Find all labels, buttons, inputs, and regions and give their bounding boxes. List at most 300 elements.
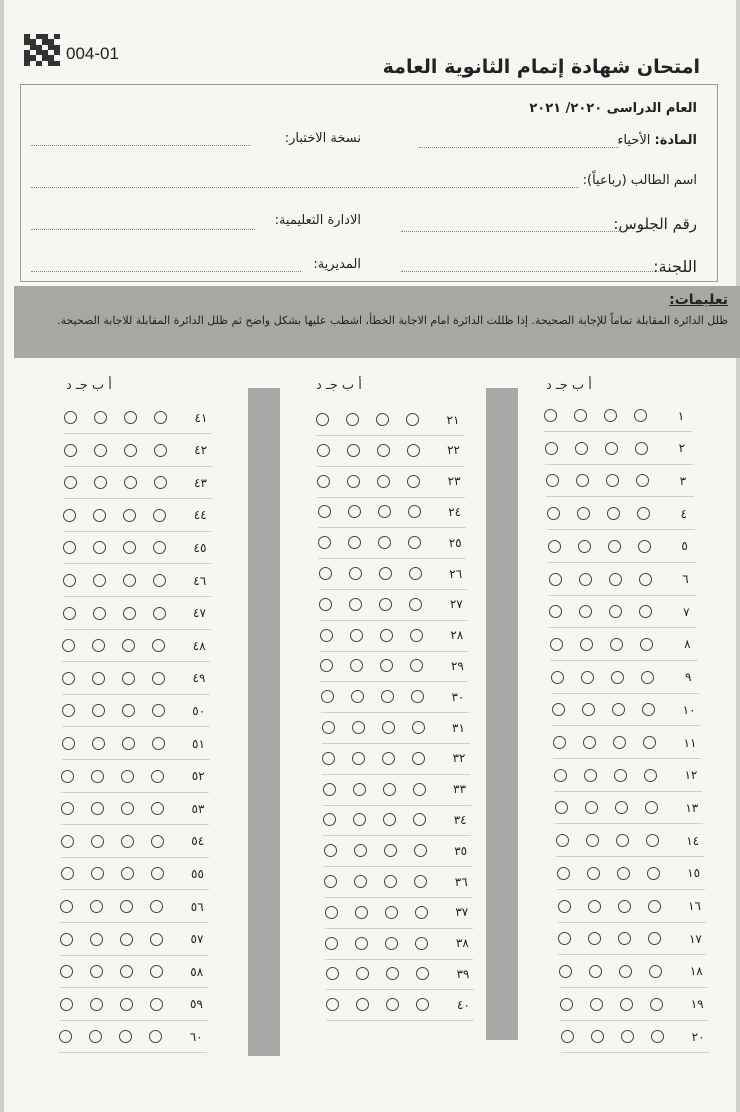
barcode-icon <box>24 34 60 66</box>
bubble-a[interactable] <box>325 906 338 919</box>
bubble-d[interactable] <box>641 671 654 684</box>
bubble-d[interactable] <box>150 998 163 1011</box>
bubble-a[interactable] <box>62 672 75 685</box>
bubble-d[interactable] <box>413 813 426 826</box>
bubble-c[interactable] <box>377 444 390 457</box>
bubble-b[interactable] <box>346 413 359 426</box>
answer-row <box>321 681 469 713</box>
question-number: ٢٩ <box>450 658 464 673</box>
bubble-b[interactable] <box>583 736 596 749</box>
bubble-d[interactable] <box>149 1030 162 1043</box>
answer-row <box>63 598 211 630</box>
bubble-b[interactable] <box>94 411 107 424</box>
bubble-c[interactable] <box>621 1030 634 1043</box>
bubble-d[interactable] <box>409 567 422 580</box>
answer-row <box>63 500 211 532</box>
bubble-b[interactable] <box>588 900 601 913</box>
bubble-c[interactable] <box>382 752 395 765</box>
answer-row <box>60 956 208 988</box>
bubble-c[interactable] <box>379 567 392 580</box>
bubble-c[interactable] <box>619 965 632 978</box>
question-number: ٢٤ <box>448 504 462 519</box>
bubble-d[interactable] <box>416 998 429 1011</box>
question-number: ٤١ <box>194 410 208 425</box>
bubble-d[interactable] <box>150 933 163 946</box>
bubble-b[interactable] <box>353 783 366 796</box>
bubble-c[interactable] <box>615 801 628 814</box>
question-number: ١٢ <box>684 768 698 783</box>
bubble-a[interactable] <box>544 409 557 422</box>
bubble-d[interactable] <box>406 413 419 426</box>
bubble-d[interactable] <box>408 536 421 549</box>
bubble-d[interactable] <box>635 442 648 455</box>
bubble-a[interactable] <box>63 607 76 620</box>
question-number: ٣٢ <box>452 751 466 766</box>
bubble-b[interactable] <box>354 844 367 857</box>
answer-row <box>547 498 695 530</box>
bubble-b[interactable] <box>354 875 367 888</box>
bubble-c[interactable] <box>124 444 137 457</box>
subject-field[interactable]: المادة: الأحياء <box>617 133 697 148</box>
form-code: 004-01 <box>66 44 119 63</box>
bubble-c[interactable] <box>380 629 393 642</box>
bubble-d[interactable] <box>151 802 164 815</box>
bubble-c[interactable] <box>119 1030 132 1043</box>
bubble-a[interactable] <box>323 813 336 826</box>
bubble-c[interactable] <box>386 998 399 1011</box>
bubble-b[interactable] <box>92 672 105 685</box>
committee-label: اللجنة: <box>653 257 697 276</box>
bubble-b[interactable] <box>349 567 362 580</box>
bubble-a[interactable] <box>60 900 73 913</box>
bubble-b[interactable] <box>587 867 600 880</box>
instructions-panel <box>14 286 740 358</box>
answer-row <box>549 564 697 596</box>
bubble-a[interactable] <box>62 704 75 717</box>
answer-row <box>551 662 699 694</box>
answer-row <box>62 630 210 662</box>
bubble-d[interactable] <box>637 507 650 520</box>
bubble-a[interactable] <box>61 867 74 880</box>
bubble-c[interactable] <box>378 536 391 549</box>
bubble-c[interactable] <box>606 474 619 487</box>
answer-row <box>559 956 707 988</box>
bubble-b[interactable] <box>576 474 589 487</box>
bubble-a[interactable] <box>321 690 334 703</box>
bubble-a[interactable] <box>561 1030 574 1043</box>
bubble-a[interactable] <box>60 965 73 978</box>
bubble-a[interactable] <box>63 574 76 587</box>
bubble-d[interactable] <box>152 737 165 750</box>
admin-line[interactable] <box>31 229 255 230</box>
bubble-c[interactable] <box>610 638 623 651</box>
bubble-a[interactable] <box>556 834 569 847</box>
bubble-b[interactable] <box>579 605 592 618</box>
bubble-d[interactable] <box>640 638 653 651</box>
bubble-b[interactable] <box>91 867 104 880</box>
bubble-a[interactable] <box>61 835 74 848</box>
bubble-c[interactable] <box>383 813 396 826</box>
bubble-d[interactable] <box>646 834 659 847</box>
bubble-b[interactable] <box>90 965 103 978</box>
bubble-d[interactable] <box>153 574 166 587</box>
answer-row <box>558 891 706 923</box>
bubble-c[interactable] <box>609 605 622 618</box>
bubble-a[interactable] <box>549 573 562 586</box>
bubble-c[interactable] <box>378 505 391 518</box>
bubble-d[interactable] <box>639 573 652 586</box>
bubble-c[interactable] <box>385 906 398 919</box>
bubble-a[interactable] <box>557 867 570 880</box>
bubble-b[interactable] <box>580 638 593 651</box>
student-name-line[interactable] <box>31 187 579 188</box>
answer-row <box>317 466 465 498</box>
bubble-a[interactable] <box>62 737 75 750</box>
answer-row <box>64 467 212 499</box>
bubble-c[interactable] <box>379 598 392 611</box>
bubble-b[interactable] <box>590 998 603 1011</box>
bubble-b[interactable] <box>90 933 103 946</box>
bubble-c[interactable] <box>607 507 620 520</box>
bubble-c[interactable] <box>613 736 626 749</box>
question-number: ٣٧ <box>455 905 469 920</box>
question-number: ٥٨ <box>190 964 204 979</box>
bubble-b[interactable] <box>347 444 360 457</box>
bubble-a[interactable] <box>316 413 329 426</box>
question-number: ٥٢ <box>191 769 205 784</box>
bubble-d[interactable] <box>152 704 165 717</box>
bubble-a[interactable] <box>553 736 566 749</box>
bubble-b[interactable] <box>588 932 601 945</box>
bubble-b[interactable] <box>355 937 368 950</box>
bubble-b[interactable] <box>350 659 363 672</box>
bubble-a[interactable] <box>322 721 335 734</box>
version-label: نسخة الاختبار: <box>284 131 361 146</box>
bubble-b[interactable] <box>92 704 105 717</box>
bubble-c[interactable] <box>612 703 625 716</box>
bubble-a[interactable] <box>318 505 331 518</box>
question-number: ٢٨ <box>450 628 464 643</box>
bubble-c[interactable] <box>121 802 134 815</box>
bubble-c[interactable] <box>121 770 134 783</box>
bubble-d[interactable] <box>414 844 427 857</box>
bubble-d[interactable] <box>154 444 167 457</box>
bubble-a[interactable] <box>317 475 330 488</box>
bubble-c[interactable] <box>123 607 136 620</box>
bubble-b[interactable] <box>93 509 106 522</box>
bubble-a[interactable] <box>558 900 571 913</box>
bubble-d[interactable] <box>638 540 651 553</box>
bubble-a[interactable] <box>317 444 330 457</box>
bubble-d[interactable] <box>645 801 658 814</box>
answer-row <box>545 433 693 465</box>
bubble-a[interactable] <box>322 752 335 765</box>
question-number: ١٥ <box>687 866 701 881</box>
question-number: ١٠ <box>682 702 696 717</box>
bubble-a[interactable] <box>554 769 567 782</box>
bubble-d[interactable] <box>154 411 167 424</box>
bubble-d[interactable] <box>649 965 662 978</box>
question-number: ٣٤ <box>453 812 467 827</box>
bubble-d[interactable] <box>153 607 166 620</box>
bubble-a[interactable] <box>324 875 337 888</box>
bubble-d[interactable] <box>415 937 428 950</box>
bubble-d[interactable] <box>407 475 420 488</box>
bubble-a[interactable] <box>548 540 561 553</box>
bubble-d[interactable] <box>410 629 423 642</box>
answer-row <box>318 527 466 559</box>
bubble-b[interactable] <box>347 475 360 488</box>
question-number: ٢٢ <box>447 443 460 458</box>
bubble-b[interactable] <box>92 737 105 750</box>
bubble-b[interactable] <box>582 703 595 716</box>
bubble-b[interactable] <box>348 536 361 549</box>
question-number: ٢٧ <box>449 597 463 612</box>
bubble-b[interactable] <box>356 967 369 980</box>
bubble-b[interactable] <box>351 690 364 703</box>
question-number: ٣٩ <box>456 966 470 981</box>
seat-number-line[interactable] <box>401 231 623 232</box>
choice-header: أ ب جـ د <box>66 378 112 393</box>
bubble-b[interactable] <box>94 444 107 457</box>
bubble-d[interactable] <box>151 770 164 783</box>
bubble-b[interactable] <box>585 801 598 814</box>
bubble-a[interactable] <box>326 998 339 1011</box>
bubble-b[interactable] <box>349 598 362 611</box>
bubble-a[interactable] <box>61 802 74 815</box>
bubble-b[interactable] <box>591 1030 604 1043</box>
bubble-a[interactable] <box>320 629 333 642</box>
bubble-d[interactable] <box>413 783 426 796</box>
bubble-c[interactable] <box>618 900 631 913</box>
bubble-b[interactable] <box>589 965 602 978</box>
bubble-b[interactable] <box>353 813 366 826</box>
bubble-a[interactable] <box>560 998 573 1011</box>
bubble-c[interactable] <box>384 844 397 857</box>
bubble-b[interactable] <box>577 507 590 520</box>
bubble-c[interactable] <box>383 783 396 796</box>
bubble-c[interactable] <box>377 475 390 488</box>
bubble-a[interactable] <box>550 638 563 651</box>
bubble-b[interactable] <box>93 607 106 620</box>
bubble-b[interactable] <box>91 835 104 848</box>
bubble-c[interactable] <box>384 875 397 888</box>
bubble-c[interactable] <box>386 967 399 980</box>
bubble-a[interactable] <box>326 967 339 980</box>
bubble-c[interactable] <box>124 476 137 489</box>
bubble-a[interactable] <box>545 442 558 455</box>
bubble-d[interactable] <box>634 409 647 422</box>
bubble-c[interactable] <box>121 835 134 848</box>
bubble-b[interactable] <box>350 629 363 642</box>
bubble-c[interactable] <box>376 413 389 426</box>
bubble-d[interactable] <box>150 900 163 913</box>
bubble-b[interactable] <box>584 769 597 782</box>
answer-row <box>325 897 473 929</box>
bubble-a[interactable] <box>60 998 73 1011</box>
bubble-a[interactable] <box>63 541 76 554</box>
bubble-d[interactable] <box>150 965 163 978</box>
bubble-d[interactable] <box>153 541 166 554</box>
bubble-a[interactable] <box>324 844 337 857</box>
bubble-c[interactable] <box>381 690 394 703</box>
bubble-c[interactable] <box>608 540 621 553</box>
bubble-a[interactable] <box>319 567 332 580</box>
bubble-a[interactable] <box>318 536 331 549</box>
bubble-c[interactable] <box>618 932 631 945</box>
bubble-a[interactable] <box>547 507 560 520</box>
bubble-b[interactable] <box>355 906 368 919</box>
bubble-b[interactable] <box>579 573 592 586</box>
bubble-c[interactable] <box>605 442 618 455</box>
bubble-c[interactable] <box>123 541 136 554</box>
bubble-c[interactable] <box>614 769 627 782</box>
bubble-c[interactable] <box>382 721 395 734</box>
bubble-a[interactable] <box>319 598 332 611</box>
bubble-d[interactable] <box>647 867 660 880</box>
bubble-b[interactable] <box>586 834 599 847</box>
bubble-c[interactable] <box>122 639 135 652</box>
question-number: ١٤ <box>686 833 700 848</box>
bubble-d[interactable] <box>410 659 423 672</box>
answer-row <box>549 596 697 628</box>
bubble-d[interactable] <box>636 474 649 487</box>
bubble-d[interactable] <box>412 752 425 765</box>
bubble-a[interactable] <box>60 933 73 946</box>
bubble-c[interactable] <box>604 409 617 422</box>
bubble-a[interactable] <box>549 605 562 618</box>
bubble-c[interactable] <box>121 867 134 880</box>
answer-row <box>62 728 210 760</box>
bubble-d[interactable] <box>639 605 652 618</box>
bubble-d[interactable] <box>642 703 655 716</box>
bubble-d[interactable] <box>648 900 661 913</box>
question-number: ٣ <box>679 473 687 488</box>
bubble-d[interactable] <box>648 932 661 945</box>
bubble-d[interactable] <box>412 721 425 734</box>
bubble-d[interactable] <box>651 1030 664 1043</box>
bubble-a[interactable] <box>320 659 333 672</box>
bubble-c[interactable] <box>120 998 133 1011</box>
bubble-d[interactable] <box>409 598 422 611</box>
bubble-a[interactable] <box>64 476 77 489</box>
bubble-d[interactable] <box>415 906 428 919</box>
bubble-c[interactable] <box>120 933 133 946</box>
bubble-a[interactable] <box>62 639 75 652</box>
question-number: ٣٠ <box>451 689 465 704</box>
question-number: ٥٣ <box>191 801 205 816</box>
bubble-b[interactable] <box>574 409 587 422</box>
question-number: ٥٦ <box>190 899 204 914</box>
bubble-d[interactable] <box>643 736 656 749</box>
column-divider <box>248 388 280 1056</box>
bubble-b[interactable] <box>352 721 365 734</box>
bubble-d[interactable] <box>153 509 166 522</box>
bubble-b[interactable] <box>356 998 369 1011</box>
question-number: ٢١ <box>446 412 460 427</box>
bubble-c[interactable] <box>122 704 135 717</box>
bubble-c[interactable] <box>120 965 133 978</box>
bubble-a[interactable] <box>558 932 571 945</box>
bubble-a[interactable] <box>64 411 77 424</box>
bubble-c[interactable] <box>385 937 398 950</box>
directorate-line[interactable] <box>31 271 301 272</box>
bubble-d[interactable] <box>151 867 164 880</box>
bubble-c[interactable] <box>617 867 630 880</box>
bubble-b[interactable] <box>578 540 591 553</box>
bubble-a[interactable] <box>61 770 74 783</box>
bubble-a[interactable] <box>64 444 77 457</box>
bubble-b[interactable] <box>581 671 594 684</box>
bubble-d[interactable] <box>152 672 165 685</box>
bubble-b[interactable] <box>89 1030 102 1043</box>
question-number: ١٨ <box>689 964 703 979</box>
bubble-b[interactable] <box>91 802 104 815</box>
bubble-b[interactable] <box>90 998 103 1011</box>
bubble-c[interactable] <box>611 671 624 684</box>
bubble-c[interactable] <box>380 659 393 672</box>
bubble-a[interactable] <box>325 937 338 950</box>
answer-row <box>61 761 209 793</box>
bubble-d[interactable] <box>650 998 663 1011</box>
bubble-a[interactable] <box>546 474 559 487</box>
bubble-b[interactable] <box>575 442 588 455</box>
bubble-d[interactable] <box>151 835 164 848</box>
bubble-a[interactable] <box>559 965 572 978</box>
bubble-c[interactable] <box>124 411 137 424</box>
question-number: ٤ <box>680 506 687 521</box>
bubble-a[interactable] <box>59 1030 72 1043</box>
bubble-d[interactable] <box>644 769 657 782</box>
bubble-a[interactable] <box>552 703 565 716</box>
answer-row <box>324 866 472 898</box>
bubble-a[interactable] <box>551 671 564 684</box>
bubble-a[interactable] <box>63 509 76 522</box>
bubble-c[interactable] <box>122 737 135 750</box>
bubble-a[interactable] <box>555 801 568 814</box>
bubble-b[interactable] <box>92 639 105 652</box>
bubble-d[interactable] <box>154 476 167 489</box>
admin-label: الادارة التعليمية: <box>274 213 361 228</box>
bubble-b[interactable] <box>94 476 107 489</box>
answer-row <box>316 404 464 436</box>
bubble-b[interactable] <box>91 770 104 783</box>
bubble-d[interactable] <box>416 967 429 980</box>
bubble-c[interactable] <box>620 998 633 1011</box>
bubble-c[interactable] <box>122 672 135 685</box>
bubble-b[interactable] <box>93 574 106 587</box>
bubble-c[interactable] <box>123 509 136 522</box>
committee-line[interactable] <box>401 271 661 272</box>
bubble-d[interactable] <box>411 690 424 703</box>
bubble-d[interactable] <box>408 505 421 518</box>
bubble-a[interactable] <box>323 783 336 796</box>
question-number: ١١ <box>683 735 697 750</box>
bubble-b[interactable] <box>90 900 103 913</box>
answer-row <box>319 558 467 590</box>
bubble-d[interactable] <box>152 639 165 652</box>
bubble-c[interactable] <box>609 573 622 586</box>
bubble-c[interactable] <box>123 574 136 587</box>
bubble-d[interactable] <box>414 875 427 888</box>
bubble-b[interactable] <box>348 505 361 518</box>
question-number: ٤٦ <box>193 573 207 588</box>
bubble-c[interactable] <box>120 900 133 913</box>
bubble-b[interactable] <box>93 541 106 554</box>
bubble-c[interactable] <box>616 834 629 847</box>
bubble-b[interactable] <box>352 752 365 765</box>
bubble-d[interactable] <box>407 444 420 457</box>
